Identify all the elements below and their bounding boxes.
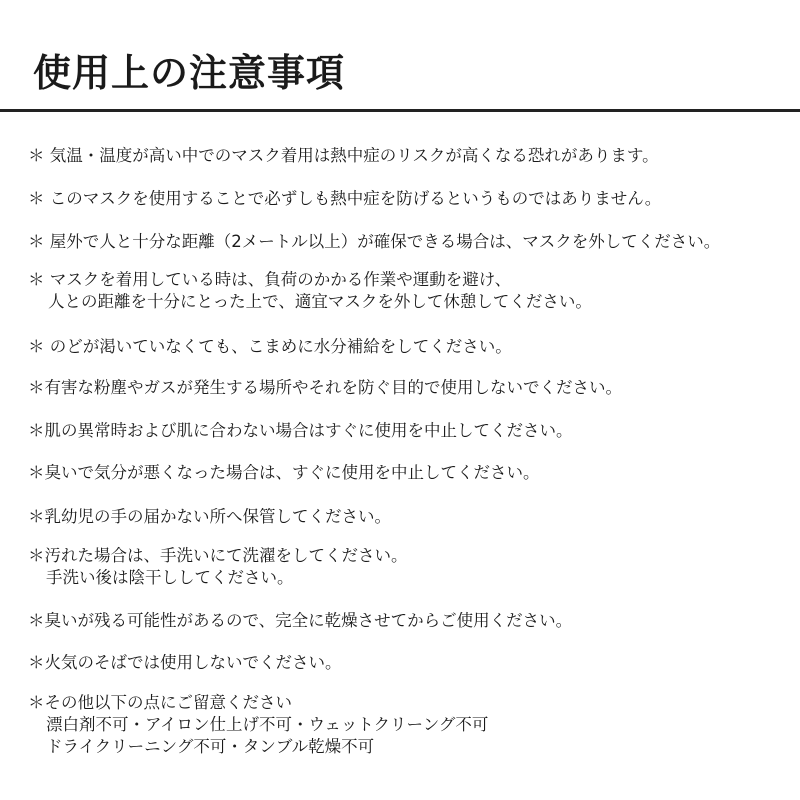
precaution-item <box>28 145 788 167</box>
precaution-item <box>28 545 788 589</box>
precaution-item <box>28 188 788 210</box>
precaution-item <box>28 506 788 528</box>
precaution-text: ＊ このマスクを使用することで必ずしも熱中症を防げるというものではありません。 <box>28 189 662 208</box>
precaution-text: ＊乳幼児の手の届かない所へ保管してください。 <box>28 507 391 526</box>
precaution-text: ＊有害な粉塵やガスが発生する場所やそれを防ぐ目的で使用しないでください。 <box>28 378 622 397</box>
page-title: 使用上の注意事項 <box>33 51 346 95</box>
precaution-text-continued: 人との距離を十分にとった上で、適宜マスクを外して休憩してください。 <box>48 292 592 311</box>
precaution-text: ＊肌の異常時および肌に合わない場合はすぐに使用を中止してください。 <box>28 421 573 440</box>
precaution-item <box>28 231 788 253</box>
precaution-item <box>28 336 788 358</box>
precaution-text: ＊臭いで気分が悪くなった場合は、すぐに使用を中止してください。 <box>28 463 540 482</box>
precaution-text: ＊火気のそばでは使用しないでください。 <box>28 653 342 672</box>
precaution-item <box>28 610 788 632</box>
precaution-text: ＊ のどが渇いていなくても、こまめに水分補給をしてください。 <box>28 337 512 356</box>
precaution-text: ＊その他以下の点にご留意ください <box>28 693 292 712</box>
precaution-item <box>28 377 788 399</box>
precaution-item <box>28 652 788 674</box>
precaution-text: ＊ マスクを着用している時は、負荷のかかる作業や運動を避け、 <box>28 270 512 289</box>
precaution-text: ＊臭いが残る可能性があるので、完全に乾燥させてからご使用ください。 <box>28 611 573 630</box>
precaution-text: ＊ 屋外で人と十分な距離（2メートル以上）が確保できる場合は、マスクを外してください。 <box>28 232 721 251</box>
precaution-text: ＊汚れた場合は、手洗いにて洗濯をしてください。 <box>28 546 408 565</box>
precaution-item <box>28 420 788 442</box>
precaution-item <box>28 692 788 758</box>
precaution-text-continued: ドライクリーニング不可・タンブル乾燥不可 <box>46 737 375 756</box>
precaution-text: ＊ 気温・温度が高い中でのマスク着用は熱中症のリスクが高くなる恐れがあります。 <box>28 146 659 165</box>
precaution-text-continued: 漂白剤不可・アイロン仕上げ不可・ウェットクリーング不可 <box>46 715 489 734</box>
precaution-item <box>28 462 788 484</box>
precaution-item <box>28 269 788 313</box>
precaution-text-continued: 手洗い後は陰干ししてください。 <box>46 568 294 587</box>
